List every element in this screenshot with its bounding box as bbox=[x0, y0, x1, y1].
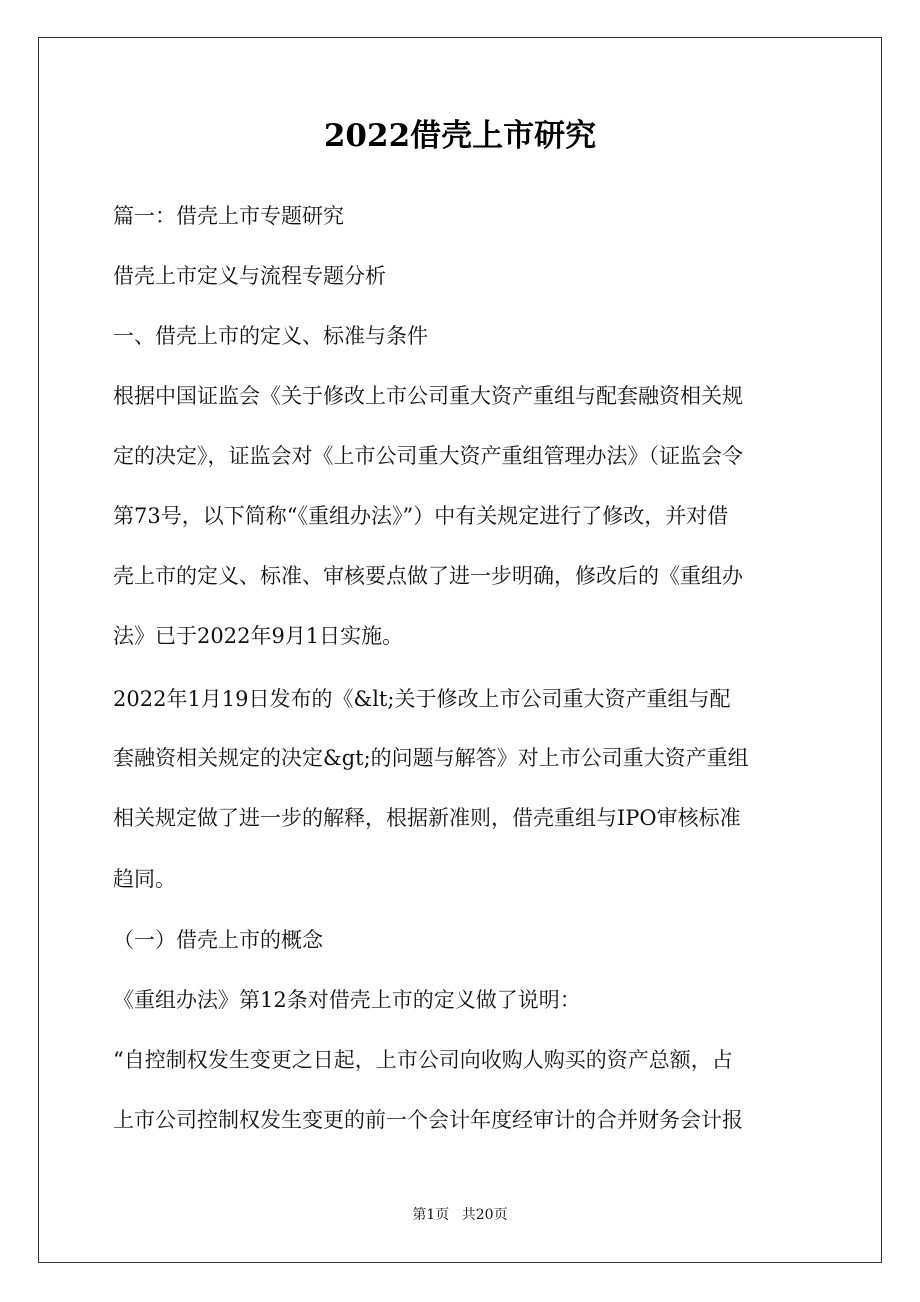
paragraph-line: 法》已于2022年9月1日实施。 bbox=[113, 624, 404, 648]
paragraph-line: 定的决定》，证监会对《上市公司重大资产重组管理办法》（证监会令 bbox=[113, 444, 743, 468]
page-footer bbox=[0, 1206, 920, 1224]
document-title: 2022借壳上市研究 bbox=[323, 118, 597, 154]
paragraph-line: 根据中国证监会《关于修改上市公司重大资产重组与配套融资相关规 bbox=[113, 384, 743, 408]
paragraph-line: 上市公司控制权发生变更的前一个会计年度经审计的合并财务会计报 bbox=[113, 1108, 743, 1132]
paragraph-line: 相关规定做了进一步的解释，根据新准则，借壳重组与IPO审核标准 bbox=[113, 806, 741, 830]
page-number: 第1页 bbox=[412, 1207, 450, 1223]
heading-level-2: （一）借壳上市的概念 bbox=[113, 928, 323, 952]
total-pages: 共20页 bbox=[461, 1207, 508, 1223]
paragraph-line: 2022年1月19日发布的《&lt;关于修改上市公司重大资产重组与配 bbox=[113, 687, 731, 711]
paragraph-line: 壳上市的定义、标准、审核要点做了进一步明确，修改后的《重组办 bbox=[113, 564, 743, 588]
paragraph-line: “自控制权发生变更之日起，上市公司向收购人购买的资产总额，占 bbox=[113, 1048, 733, 1072]
section-heading: 篇一：借壳上市专题研究 bbox=[113, 204, 344, 228]
subtitle: 借壳上市定义与流程专题分析 bbox=[113, 264, 386, 288]
paragraph-line: 趋同。 bbox=[113, 867, 176, 891]
paragraph-line: 《重组办法》第12条对借壳上市的定义做了说明： bbox=[113, 988, 581, 1012]
heading-level-1: 一、借壳上市的定义、标准与条件 bbox=[113, 324, 428, 348]
paragraph-line: 第73号，以下简称“《重组办法》”）中有关规定进行了修改，并对借 bbox=[113, 504, 729, 528]
paragraph-line: 套融资相关规定的决定&gt;的问题与解答》对上市公司重大资产重组 bbox=[113, 746, 749, 770]
